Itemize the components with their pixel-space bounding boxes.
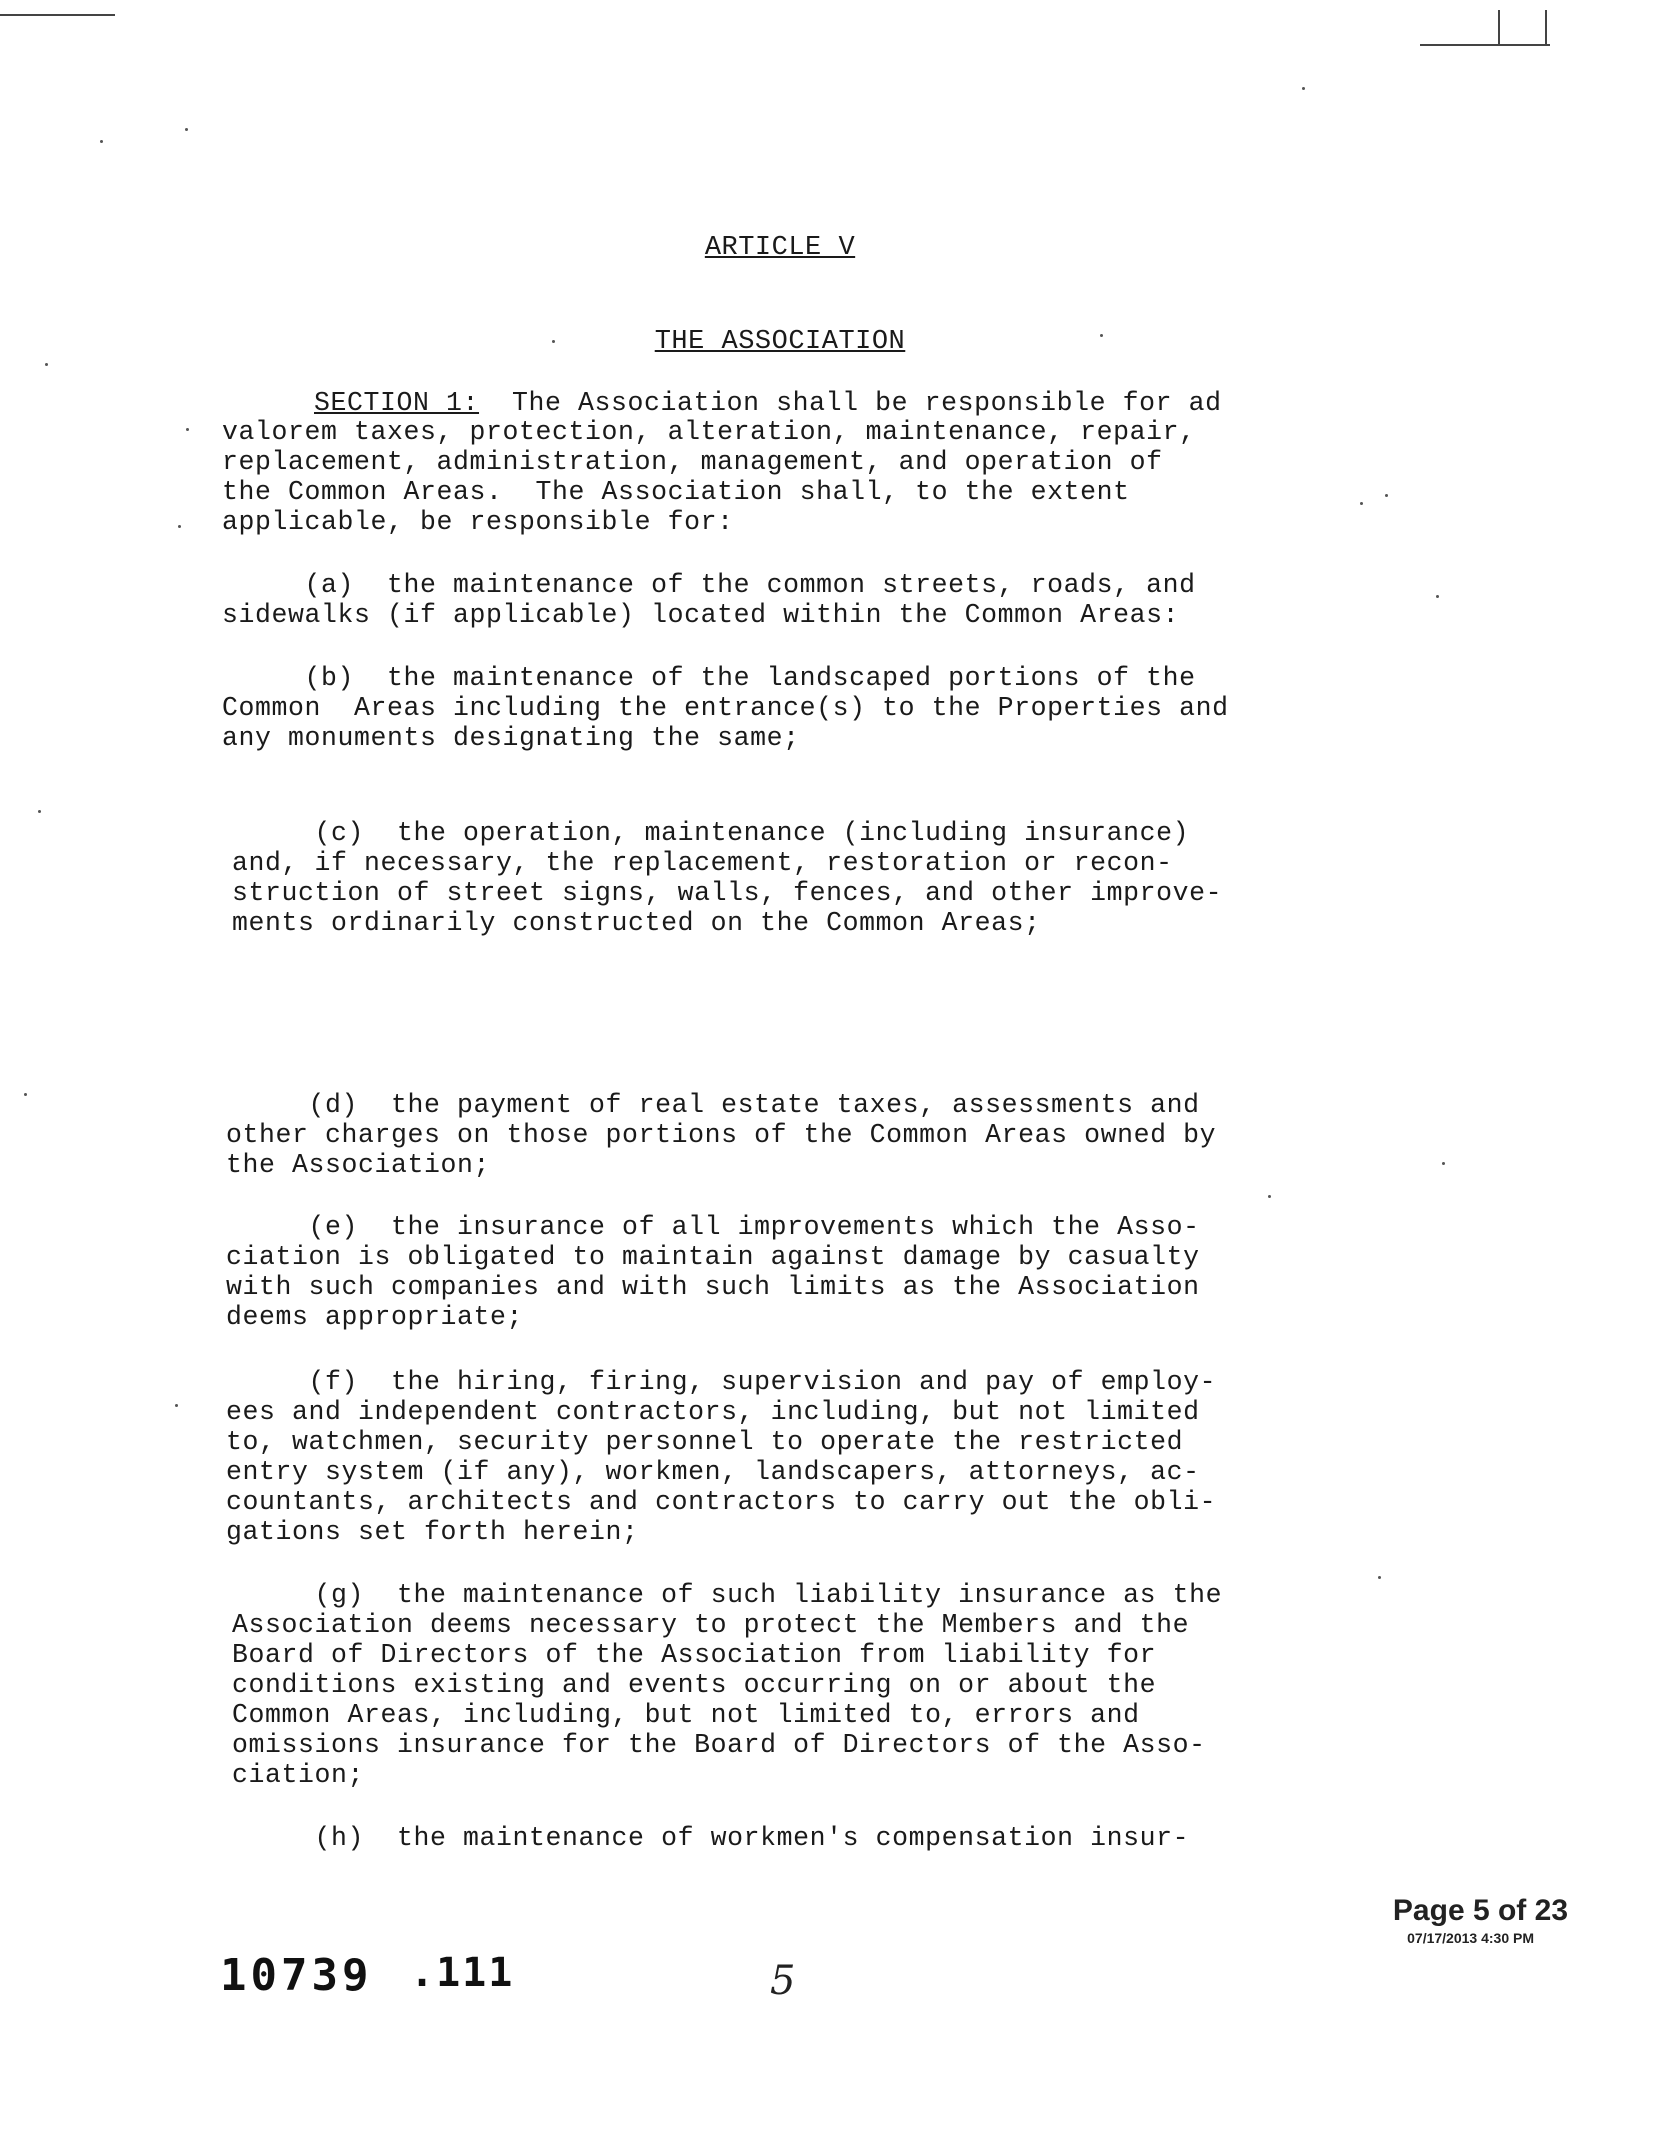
item-g: (g) the maintenance of such liability insurance as the Association deems necessary to protect the Members and the Board of Directors of the Association from liability for conditions existing and events occurring on or about the Common Areas, including, but not limited to, errors and omissions insurance for the Board of Directors of the Asso- ciation; (232, 1580, 1223, 1790)
page-number-label: Page 5 of 23 (1392, 1894, 1568, 1927)
scan-speck (1385, 494, 1388, 497)
scan-speck (1378, 1576, 1381, 1579)
item-c: (c) the operation, maintenance (including insurance) and, if necessary, the replacement, restoration or recon- struction of street signs, walls, fences, and other improve- ments ordinarily constructed on the Common Areas; (232, 818, 1223, 938)
handwritten-page-number: 5 (770, 1958, 796, 2004)
item-f: (f) the hiring, firing, supervision and pay of employ- ees and independent contractors, including, but not limited to, watchmen, security personnel to operate the restricted entry system (if any), workmen, landscapers, attorneys, ac- countants, architects and contractors to carry out the obli- gations set forth herein; (226, 1367, 1217, 1547)
section-1-line1: The Association shall be responsible for ad (479, 388, 1222, 418)
scan-mark-top-right (1420, 44, 1550, 46)
scan-mark-top-right-tick1 (1498, 10, 1500, 44)
item-h: (h) the maintenance of workmen's compensation insur- (232, 1823, 1190, 1853)
section-1-body: valorem taxes, protection, alteration, maintenance, repair, replacement, administration, management, and operation of the Common Areas. The Association shall, to the extent applicable, be responsible for: (222, 417, 1196, 537)
scan-mark-top-left (0, 14, 115, 16)
print-timestamp: 07/17/2013 4:30 PM (1407, 1930, 1534, 1946)
item-d: (d) the payment of real estate taxes, assessments and other charges on those portions of the Common Areas owned by the Association; (226, 1090, 1217, 1180)
scan-speck (38, 810, 41, 813)
scan-speck (186, 428, 189, 431)
section-title: THE ASSOCIATION (654, 327, 906, 357)
document-stamp-number: 10739 (220, 1950, 373, 2001)
scan-speck (1436, 595, 1439, 598)
item-a: (a) the maintenance of the common streets, roads, and sidewalks (if applicable) located within the Common Areas: (222, 570, 1196, 630)
document-stamp-suffix: .111 (410, 1950, 515, 1996)
scan-speck (100, 140, 103, 143)
scan-speck (1268, 1195, 1271, 1198)
scan-speck (1302, 87, 1305, 90)
scan-speck (178, 525, 181, 528)
scan-speck (1442, 1162, 1445, 1165)
section-1-label: SECTION 1: (314, 388, 480, 418)
scan-mark-top-right-tick2 (1545, 10, 1547, 44)
scan-speck (175, 1404, 178, 1407)
scan-speck (24, 1093, 27, 1096)
article-title: ARTICLE V (704, 233, 856, 263)
scan-speck (185, 128, 188, 131)
section-1-first-line (314, 388, 1222, 418)
item-b: (b) the maintenance of the landscaped portions of the Common Areas including the entrance(s) to the Properties and any monuments designating the same; (222, 663, 1229, 753)
scan-speck (1360, 502, 1363, 505)
scan-speck (45, 363, 48, 366)
item-e: (e) the insurance of all improvements which the Asso- ciation is obligated to maintain against damage by casualty with such companies and with such limits as the Association deems appropriate; (226, 1212, 1200, 1332)
